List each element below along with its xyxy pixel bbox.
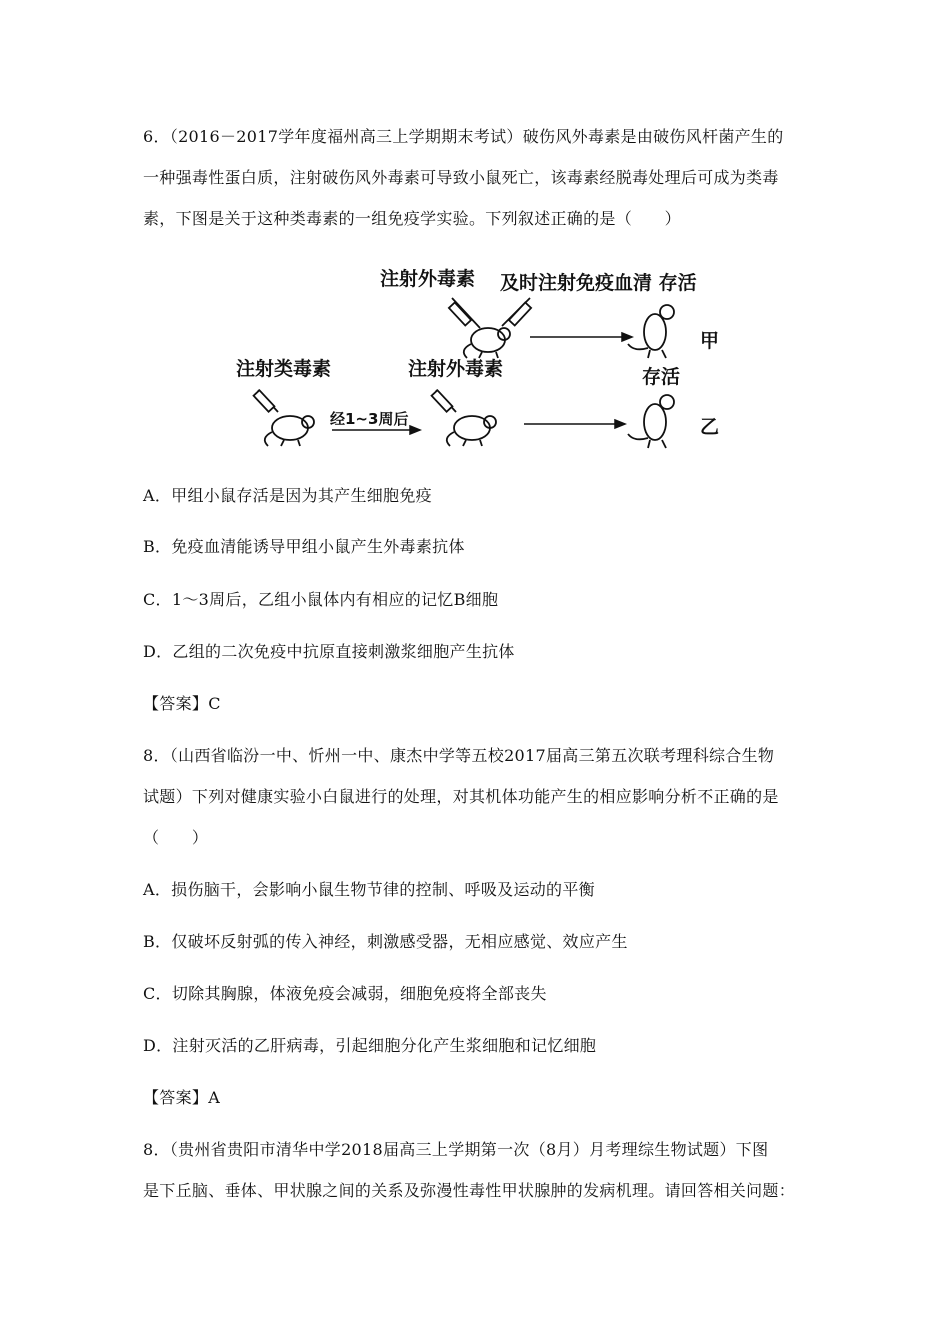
- q6-option-d: D．乙组的二次免疫中抗原直接刺激浆细胞产生抗体: [143, 642, 515, 661]
- mouse-yi-standing: [628, 395, 674, 448]
- q6-option-c: C．1～3周后，乙组小鼠体内有相应的记忆B细胞: [143, 590, 499, 609]
- mouse-toxoid-injected: [265, 416, 314, 446]
- label-immune-serum-survive: 及时注射免疫血清 存活: [500, 272, 697, 294]
- q8a-option-b: B．仅破坏反射弧的传入神经，刺激感受器，无相应感觉、效应产生: [143, 932, 628, 951]
- syringe-icon: [502, 298, 531, 326]
- q6-option-b: B．免疫血清能诱导甲组小鼠产生外毒素抗体: [143, 537, 465, 556]
- label-after-weeks: 经1~3周后: [330, 410, 409, 428]
- syringe-icon: [254, 390, 278, 412]
- mouse-exotoxin-injected: [447, 416, 496, 446]
- q6-answer: 【答案】C: [143, 694, 221, 713]
- q6-stem-line-3: 素，下图是关于这种类毒素的一组免疫学实验。下列叙述正确的是（ ）: [143, 209, 681, 228]
- label-group-yi: 乙: [700, 416, 720, 438]
- q8a-option-c: C．切除其胸腺，体液免疫会减弱，细胞免疫将全部丧失: [143, 984, 547, 1003]
- q8a-stem-line-2: 试题）下列对健康实验小白鼠进行的处理，对其机体功能产生的相应影响分析不正确的是: [143, 787, 779, 806]
- q8a-answer: 【答案】A: [143, 1088, 221, 1107]
- label-group-jia: 甲: [700, 330, 720, 352]
- q6-option-a: A．甲组小鼠存活是因为其产生细胞免疫: [143, 486, 432, 505]
- q8a-option-a: A．损伤脑干，会影响小鼠生物节律的控制、呼吸及运动的平衡: [143, 880, 595, 899]
- syringe-icon: [449, 298, 480, 328]
- q6-stem-line-2: 一种强毒性蛋白质，注射破伤风外毒素可导致小鼠死亡，该毒素经脱毒处理后可成为类毒: [143, 168, 779, 187]
- mouse-top-injected: [464, 328, 510, 358]
- q8a-option-d: D．注射灭活的乙肝病毒，引起细胞分化产生浆细胞和记忆细胞: [143, 1036, 597, 1055]
- q8a-stem-line-1: 8．（山西省临汾一中、忻州一中、康杰中学等五校2017届高三第五次联考理科综合生物: [143, 746, 775, 765]
- immunology-experiment-figure: [230, 262, 730, 452]
- mouse-jia-standing: [628, 305, 674, 358]
- q6-stem-line-1: 6．（2016－2017学年度福州高三上学期期末考试）破伤风外毒素是由破伤风杆菌产生的: [143, 127, 784, 146]
- syringe-icon: [432, 390, 456, 412]
- label-survive: 存活: [642, 366, 681, 388]
- q8b-stem-line-2: 是下丘脑、垂体、甲状腺之间的关系及弥漫性毒性甲状腺肿的发病机理。请回答相关问题：: [143, 1181, 796, 1200]
- q8b-stem-line-1: 8．（贵州省贵阳市清华中学2018届高三上学期第一次（8月）月考理综生物试题）下图: [143, 1140, 769, 1159]
- arrow-right-icon: [530, 333, 632, 341]
- q8a-stem-line-3: （ ）: [143, 828, 209, 847]
- label-inject-exotoxin-bottom: 注射外毒素: [408, 358, 504, 380]
- arrow-right-icon: [524, 420, 625, 428]
- label-inject-exotoxin-top: 注射外毒素: [380, 268, 476, 290]
- label-inject-toxoid: 注射类毒素: [236, 358, 332, 380]
